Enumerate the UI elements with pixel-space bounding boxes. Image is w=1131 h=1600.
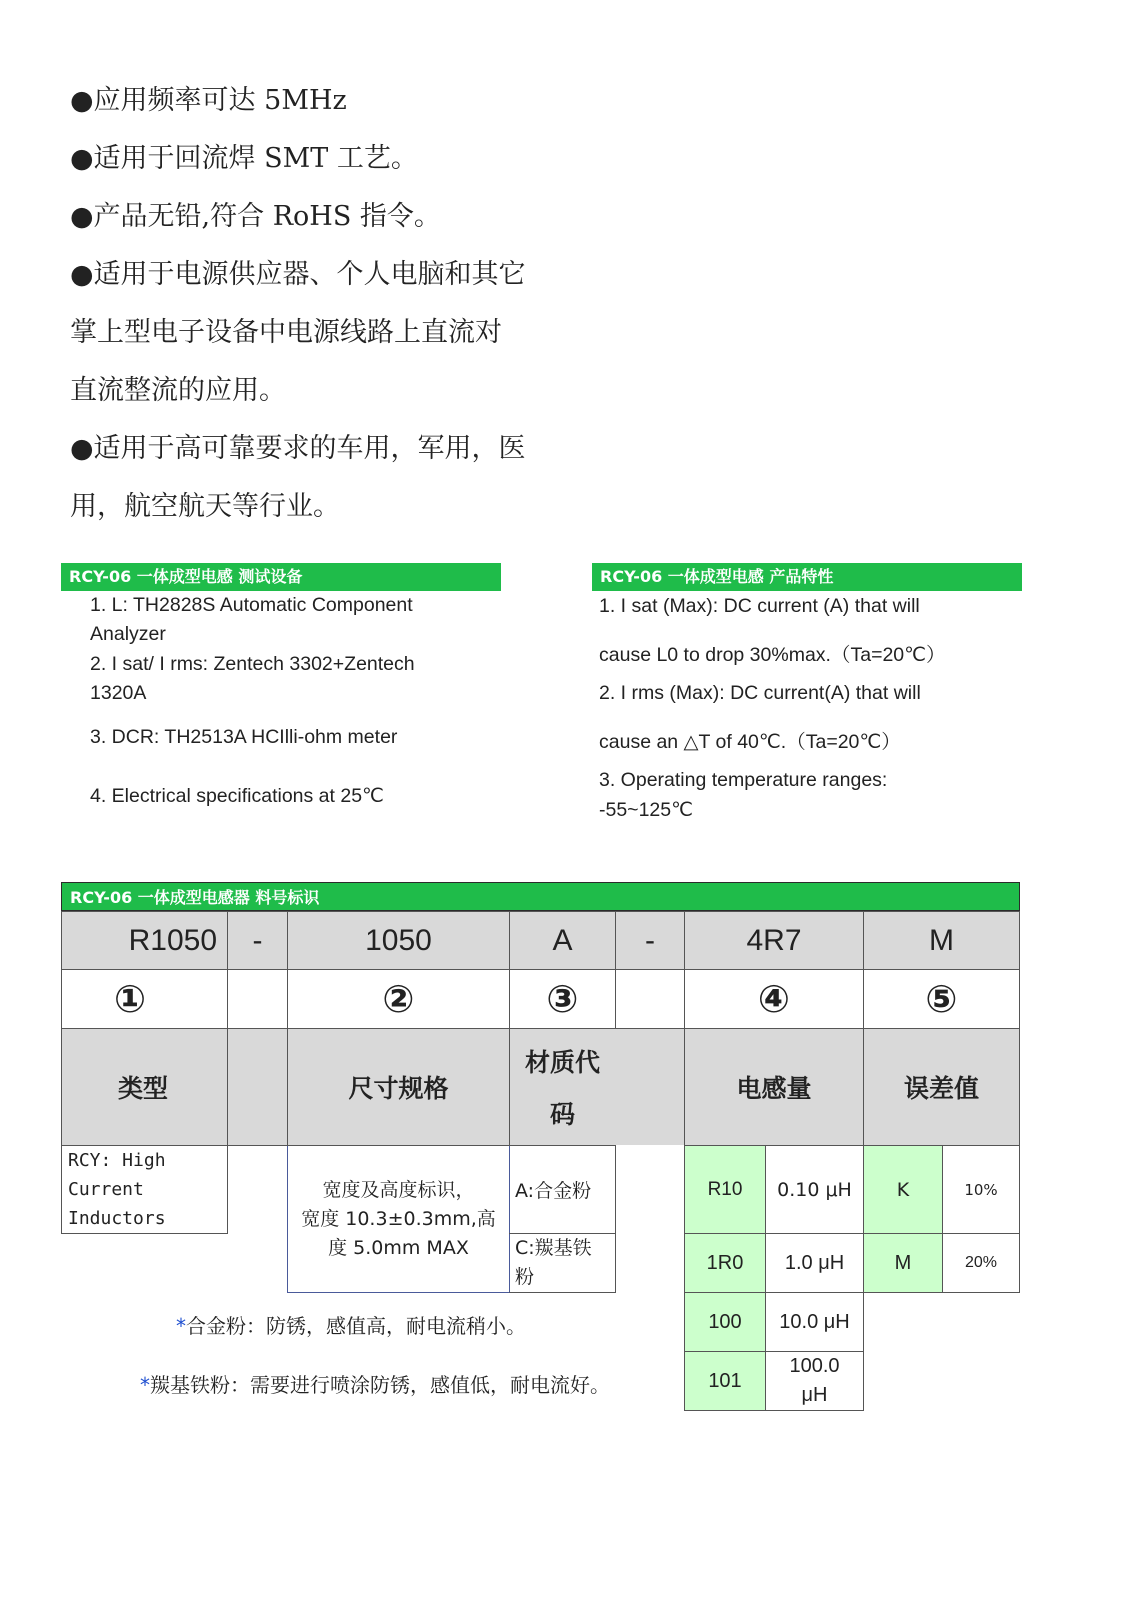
inductance-value-1r0: 1.0 μH — [765, 1233, 864, 1293]
header-type: 类型 — [61, 1028, 228, 1146]
header-size: 尺寸规格 — [287, 1028, 510, 1146]
part-number-title: RCY-06 一体成型电感器 料号标识 — [61, 882, 1020, 911]
characteristics-title: RCY-06 一体成型电感 产品特性 — [592, 563, 1022, 591]
code-tolerance: M — [863, 911, 1020, 970]
number-5: ⑤ — [863, 969, 1020, 1029]
char-item-2-line1: 2. I rms (Max): DC current(A) that will — [599, 682, 921, 704]
material-alloy: A:合金粉 — [509, 1146, 616, 1234]
test-equipment-title: RCY-06 一体成型电感 测试设备 — [61, 563, 501, 591]
inductance-code-1r0: 1R0 — [684, 1233, 766, 1293]
feature-rohs: ●产品无铅,符合 RoHS 指令。 — [70, 201, 441, 232]
code-material: A — [509, 911, 616, 970]
size-desc-line2: 宽度 10.3±0.3mm,高 — [301, 1207, 496, 1230]
char-item-1-line2: cause L0 to drop 30%max.（Ta=20℃） — [599, 644, 946, 666]
note-alloy — [176, 1310, 526, 1339]
feature-reliability-line1: ●适用于高可靠要求的车用，军用，医 — [70, 433, 526, 464]
header-blank-2 — [615, 1029, 685, 1145]
inductance-code-101: 101 — [684, 1351, 766, 1411]
test-item-2-line1: 2. I sat/ I rms: Zentech 3302+Zentech — [90, 653, 415, 675]
feature-reliability-line2: 用，航空航天等行业。 — [70, 491, 340, 522]
number-blank-1 — [227, 969, 288, 1029]
test-item-1-line1: 1. L: TH2828S Automatic Component — [90, 594, 413, 616]
inductance-value-101 — [765, 1351, 864, 1411]
test-item-2-line2: 1320A — [90, 682, 147, 704]
note-carbonyl-star: * — [140, 1373, 150, 1397]
note-carbonyl — [140, 1369, 610, 1398]
feature-power-supply-line1: ●适用于电源供应器、个人电脑和其它 — [70, 259, 526, 290]
header-inductance: 电感量 — [684, 1028, 864, 1146]
inductance-code-r10: R10 — [684, 1145, 766, 1234]
header-tolerance: 误差值 — [863, 1028, 1020, 1146]
number-4: ④ — [684, 969, 864, 1029]
test-item-4: 4. Electrical specifications at 25℃ — [90, 785, 384, 807]
tolerance-code-k: K — [863, 1145, 943, 1234]
char-item-3-line2: -55~125℃ — [599, 799, 694, 821]
feature-power-supply-line2: 掌上型电子设备中电源线路上直流对 — [70, 317, 502, 348]
number-blank-2 — [615, 969, 685, 1029]
code-series: R1050 — [61, 911, 228, 970]
header-material-line1: 材质代 — [524, 1048, 600, 1077]
header-blank-1 — [227, 1028, 288, 1146]
tolerance-value-m: 20% — [942, 1233, 1020, 1293]
size-description — [287, 1146, 510, 1293]
code-size: 1050 — [287, 911, 510, 970]
material-carbonyl — [509, 1233, 616, 1293]
header-material-line2: 码 — [549, 1100, 575, 1129]
inductance-value-101-line1: 100.0 — [789, 1355, 840, 1377]
inductance-value-101-line2: μH — [801, 1384, 828, 1406]
tolerance-code-m: M — [863, 1233, 943, 1293]
char-item-3-line1: 3. Operating temperature ranges: — [599, 769, 888, 791]
test-item-1-line2: Analyzer — [90, 623, 166, 645]
inductance-code-100: 100 — [684, 1292, 766, 1352]
type-desc-line3: Inductors — [68, 1208, 166, 1229]
size-desc-line1: 宽度及高度标识， — [322, 1178, 475, 1201]
note-alloy-star: * — [176, 1314, 186, 1338]
number-3: ③ — [509, 969, 616, 1029]
inductance-value-r10: 0.10 μH — [765, 1145, 864, 1234]
code-dash-2: - — [615, 911, 685, 970]
code-dash-1: - — [227, 911, 288, 970]
code-inductance: 4R7 — [684, 911, 864, 970]
char-item-2-line2: cause an △T of 40℃.（Ta=20℃） — [599, 731, 901, 753]
material-carbonyl-line1: C:羰基铁 — [515, 1236, 592, 1259]
note-carbonyl-text: 羰基铁粉：需要进行喷涂防锈，感值低，耐电流好。 — [150, 1373, 610, 1397]
char-item-1-line1: 1. I sat (Max): DC current (A) that will — [599, 595, 920, 617]
feature-smt: ●适用于回流焊 SMT 工艺。 — [70, 143, 418, 174]
size-desc-line3: 度 5.0mm MAX — [328, 1236, 469, 1259]
type-description — [61, 1146, 228, 1234]
tolerance-value-k: 10% — [942, 1145, 1020, 1234]
number-2: ② — [287, 969, 510, 1029]
feature-power-supply-line3: 直流整流的应用。 — [70, 375, 286, 406]
note-alloy-text: 合金粉：防锈，感值高，耐电流稍小。 — [186, 1314, 526, 1338]
test-item-3: 3. DCR: TH2513A HCIlli-ohm meter — [90, 726, 398, 748]
inductance-value-100: 10.0 μH — [765, 1292, 864, 1352]
material-carbonyl-line2: 粉 — [515, 1265, 535, 1288]
type-desc-line2: Current — [68, 1179, 144, 1200]
type-desc-line1: RCY: High — [68, 1150, 166, 1171]
number-1: ① — [61, 969, 228, 1029]
feature-frequency: ●应用频率可达 5MHz — [70, 85, 347, 116]
header-material — [509, 1028, 616, 1146]
